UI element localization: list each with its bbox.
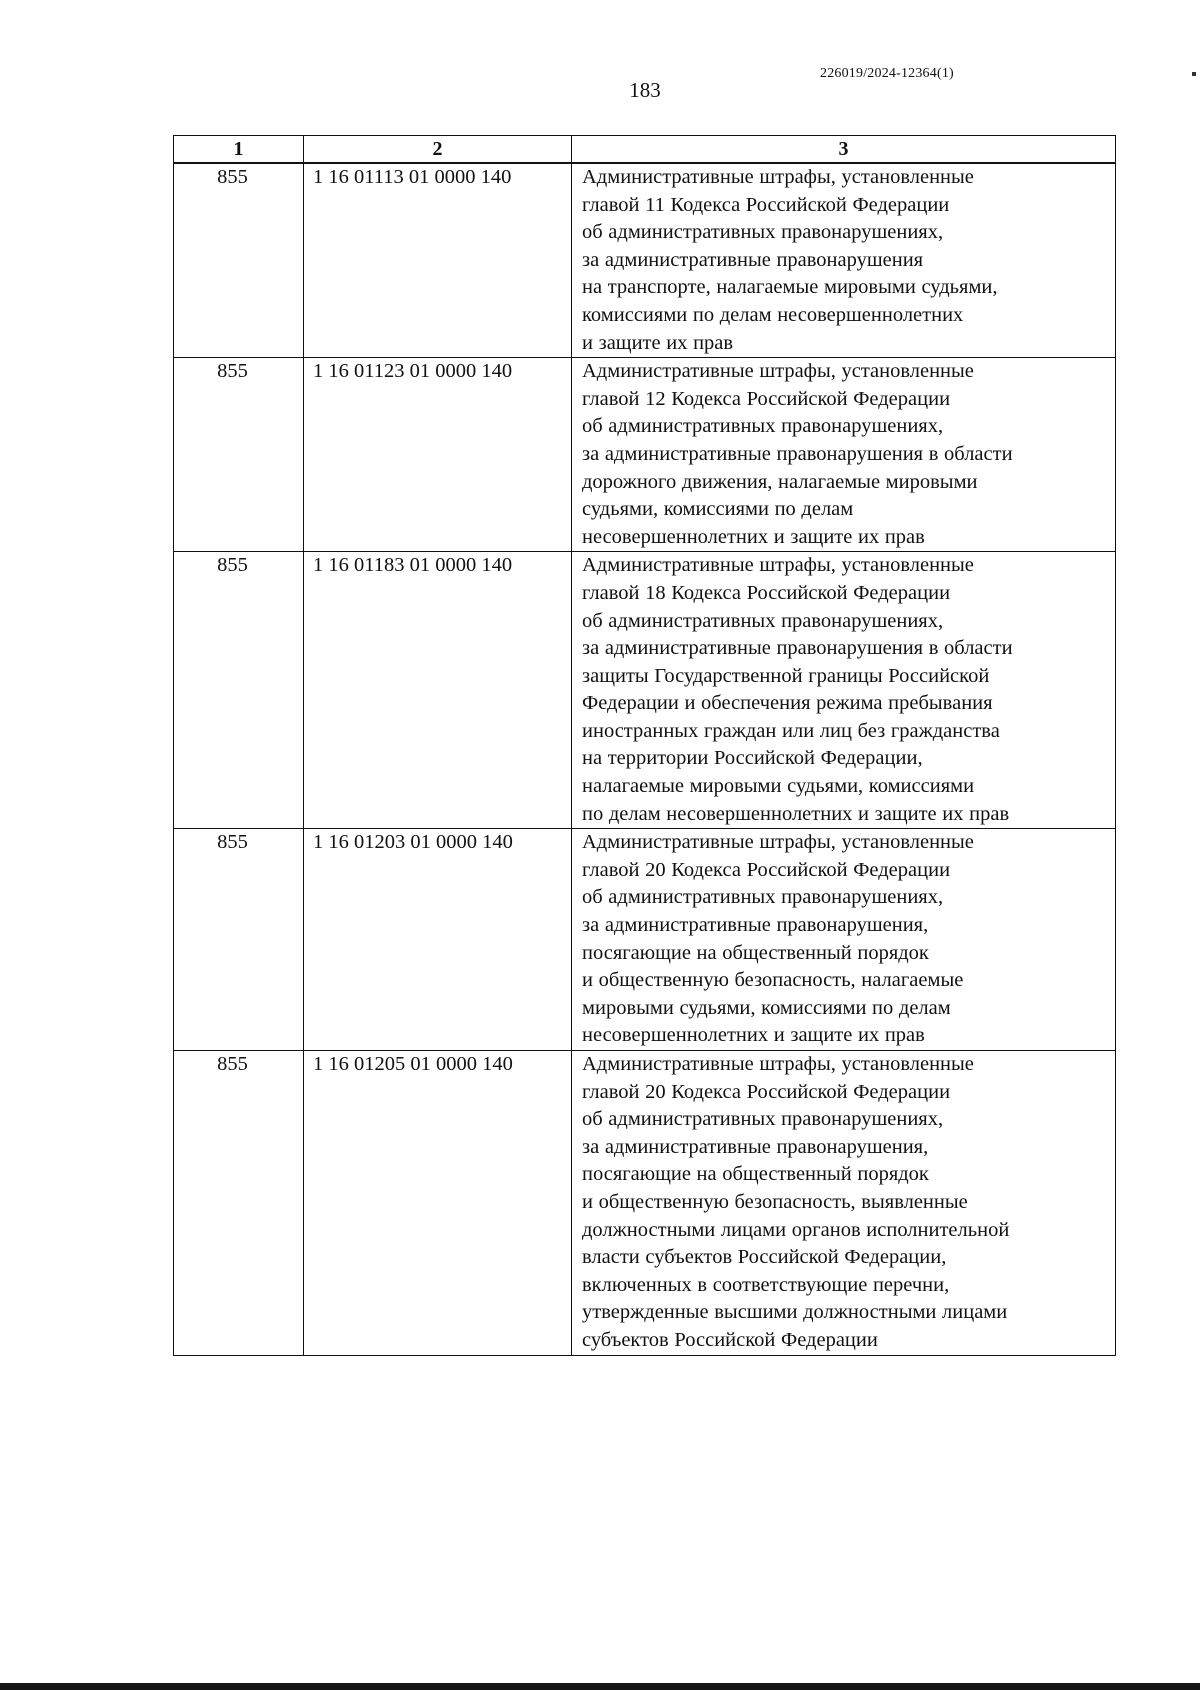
- kbk-code-cell: 1 16 01183 01 0000 140: [304, 552, 572, 829]
- scan-edge-mark: [1192, 72, 1196, 76]
- description-cell: Административные штрафы, установленные главой 20 Кодекса Российской Федерации об административных правонарушениях, за административные правонарушения, посягающие на общественный порядок и общественную безопасность, налагаемые мировыми судьями, комиссиями по делам несовершеннолетних и защите их прав: [572, 829, 1116, 1051]
- kbk-code-cell: 1 16 01205 01 0000 140: [304, 1051, 572, 1356]
- admin-code-cell: 855: [174, 829, 304, 1051]
- description-cell: Административные штрафы, установленные главой 18 Кодекса Российской Федерации об административных правонарушениях, за административные правонарушения в области защиты Государственной границы Российской Федерации и обеспечения режима пребывания иностранных граждан или лиц без гражданства на территории Российской Федерации, налагаемые мировыми судьями, комиссиями по делам несовершеннолетних и защите их прав: [572, 552, 1116, 829]
- table-header-row: [174, 136, 1116, 164]
- kbk-code-cell: 1 16 01113 01 0000 140: [304, 163, 572, 358]
- admin-code-cell: 855: [174, 163, 304, 358]
- table-row: [174, 163, 1116, 358]
- fines-table: [173, 135, 1116, 1356]
- description-cell: Административные штрафы, установленные главой 20 Кодекса Российской Федерации об административных правонарушениях, за административные правонарушения, посягающие на общественный порядок и общественную безопасность, выявленные должностными лицами органов исполнительной власти субъектов Российской Федерации, включенных в соответствующие перечни, утвержденные высшими должностными лицами субъектов Российской Федерации: [572, 1051, 1116, 1356]
- description-cell: Административные штрафы, установленные главой 12 Кодекса Российской Федерации об административных правонарушениях, за административные правонарушения в области дорожного движения, налагаемые мировыми судьями, комиссиями по делам несовершеннолетних и защите их прав: [572, 358, 1116, 552]
- column-header-2: 2: [304, 136, 572, 164]
- table-row: [174, 829, 1116, 1051]
- table-row: [174, 1051, 1116, 1356]
- table-row: [174, 552, 1116, 829]
- description-cell: Административные штрафы, установленные главой 11 Кодекса Российской Федерации об административных правонарушениях, за административные правонарушения на транспорте, налагаемые мировыми судьями, комиссиями по делам несовершеннолетних и защите их прав: [572, 163, 1116, 358]
- admin-code-cell: 855: [174, 1051, 304, 1356]
- kbk-code-cell: 1 16 01123 01 0000 140: [304, 358, 572, 552]
- kbk-code-cell: 1 16 01203 01 0000 140: [304, 829, 572, 1051]
- table-row: [174, 358, 1116, 552]
- column-header-3: 3: [572, 136, 1116, 164]
- admin-code-cell: 855: [174, 358, 304, 552]
- admin-code-cell: 855: [174, 552, 304, 829]
- page-number: 183: [629, 78, 661, 102]
- column-header-1: 1: [174, 136, 304, 164]
- scan-bottom-edge: [0, 1683, 1200, 1690]
- document-registration-number: 226019/2024-12364(1): [820, 66, 954, 81]
